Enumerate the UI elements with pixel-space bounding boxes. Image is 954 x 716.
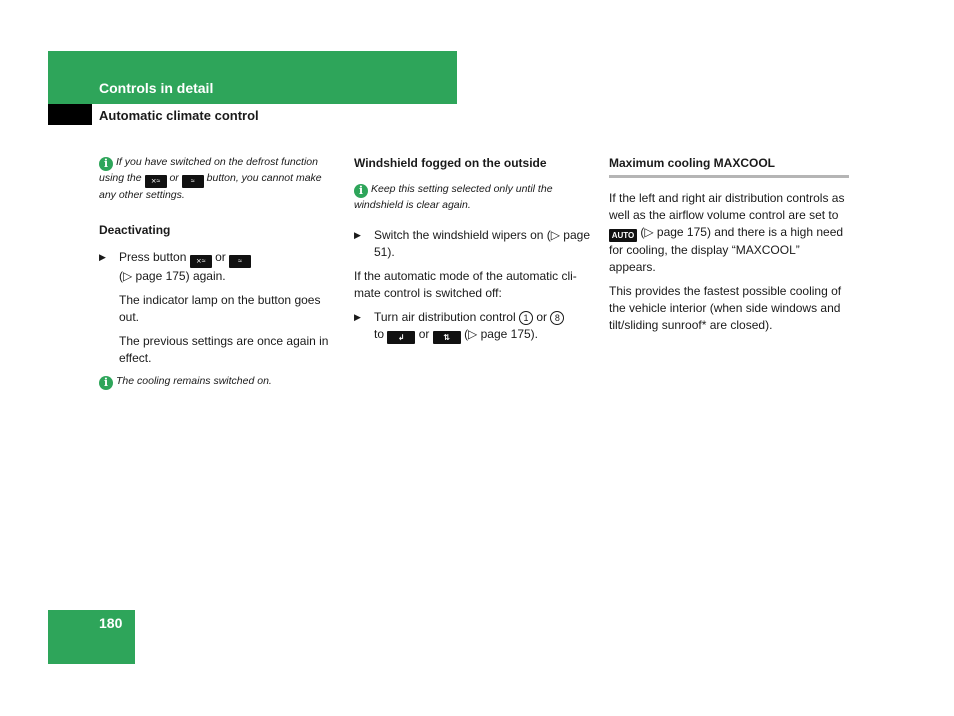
page-subtitle: Automatic climate control (99, 108, 259, 123)
front-defrost-icon: ≈ (229, 255, 251, 268)
page-number: 180 (99, 615, 123, 631)
paragraph-previous-settings: The previous settings are once again in effect. (119, 334, 329, 365)
step-turn-air-distribution: ▶ Turn air distribution control 1 or 8 to ↲ or ⇅ (▷ page 175). (354, 309, 598, 344)
control-number-8: 8 (550, 311, 564, 325)
air-distribution-icon: ⇅ (433, 331, 461, 344)
info-note-cooling: i The cooling remains switched on. (99, 374, 341, 390)
section-title: Controls in detail (99, 80, 214, 96)
step-switch-wipers: ▶ Switch the windshield wipers on (▷ page 51). (354, 228, 591, 259)
info-icon: i (99, 376, 113, 390)
step-press-button: ▶ Press button ⨯≈ or ≈ (▷ page 175) again. (99, 249, 341, 285)
header-band (48, 51, 457, 104)
bullet-arrow-icon: ▶ (354, 312, 361, 322)
heading-deactivating: Deactivating (99, 223, 171, 237)
heading-maxcool: Maximum cooling MAXCOOL (609, 155, 849, 178)
info-icon: i (354, 184, 368, 198)
column-left (99, 155, 341, 404)
defrost-windshield-icon: ⨯≈ (190, 255, 212, 268)
header-tab-marker (48, 104, 92, 125)
paragraph-fastest-cooling: This provides the fastest possible cooling of the vehicle interior (when side windows and tilt/sliding sunroof* are closed). (609, 284, 842, 332)
control-number-1: 1 (519, 311, 533, 325)
info-note-defrost: i If you have switched on the defrost function using the ⨯≈ or ≈ button, you cannot make any other settings. (99, 156, 322, 201)
bullet-arrow-icon: ▶ (354, 230, 361, 240)
column-right (609, 155, 849, 341)
auto-button-icon: AUTO (609, 229, 637, 242)
heading-windshield-fogged: Windshield fogged on the outside (354, 156, 547, 170)
defrost-windshield-icon: ⨯≈ (145, 175, 167, 188)
column-middle (354, 155, 598, 351)
paragraph-maxcool-conditions: If the left and right air distribution controls as well as the airflow volume control are set to AUTO (▷ page 175) and there is a high need for cooling, the display “MAXCOOL” appears. (609, 191, 845, 274)
paragraph-indicator-lamp: The indicator lamp on the button goes out. (119, 293, 321, 324)
paragraph-automatic-mode-off: If the automatic mode of the automatic cli-mate control is switched off: (354, 269, 577, 300)
info-note-windshield: i Keep this setting selected only until the windshield is clear again. (354, 183, 553, 211)
bullet-arrow-icon: ▶ (99, 252, 106, 262)
front-defrost-icon: ≈ (182, 175, 204, 188)
air-distribution-icon: ↲ (387, 331, 415, 344)
info-icon: i (99, 157, 113, 171)
